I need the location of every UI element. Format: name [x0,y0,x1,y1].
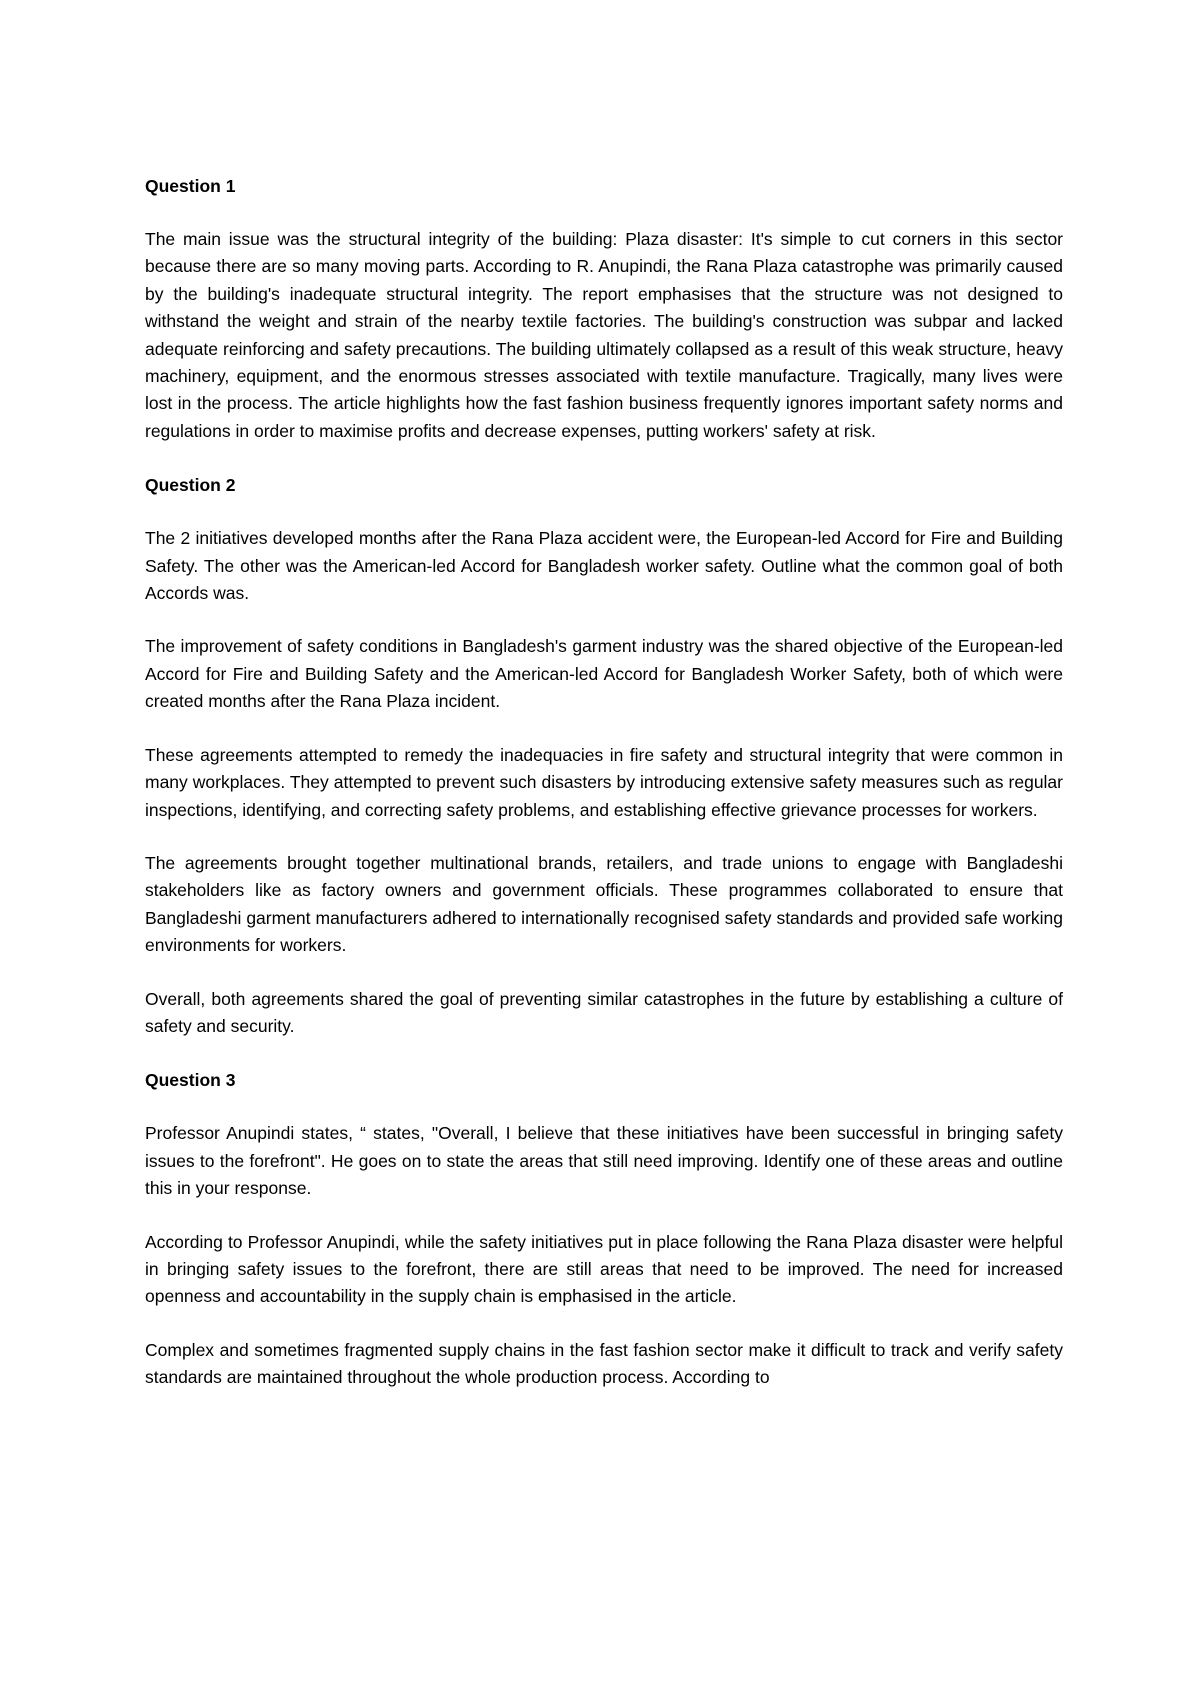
question-3-heading: Question 3 [145,1070,236,1091]
question-3-prompt: Professor Anupindi states, “ states, "Overall, I believe that these initiatives have been successful in bringing safety issues to the forefront". He goes on to state the areas that still need improving. Identify one of these areas and outline this in your response. [145,1123,1063,1199]
question-3-paragraph-2: Complex and sometimes fragmented supply chains in the fast fashion sector make it difficult to track and verify safety standards are maintained throughout the whole production process. According to [145,1339,1063,1388]
question-1-heading: Question 1 [145,176,236,196]
question-2-paragraph-3: The agreements brought together multinational brands, retailers, and trade unions to engage with Bangladeshi stakeholders like as factory owners and government officials. These programmes collaborated to ensure that Bangladeshi garment manufacturers adhered to internationally recognised safety standards and provided safe working environments for workers. [145,852,1063,956]
question-2-paragraph-4: Overall, both agreements shared the goal of preventing similar catastrophes in the future by establishing a culture of safety and security. [145,988,1063,1036]
document-page [145,172,1063,1392]
question-2-paragraph-2: These agreements attempted to remedy the inadequacies in fire safety and structural integrity that were common in many workplaces. They attempted to prevent such disasters by introducing extensive safety measures such as regular inspections, identifying, and correcting safety problems, and establishing effective grievance processes for workers. [145,744,1063,820]
question-3-section [145,1066,1063,1391]
question-1-section [145,172,1063,445]
question-2-heading: Question 2 [145,475,236,496]
question-1-paragraph-1: The main issue was the structural integrity of the building: Plaza disaster: It's simple to cut corners in this sector because there are so many moving parts. According to R. Anupindi, the Rana Plaza catastrophe was primarily caused by the building's inadequate structural integrity. The report emphasises that the structure was not designed to withstand the weight and strain of the nearby textile factories. The building's construction was subpar and lacked adequate reinforcing and safety precautions. The building ultimately collapsed as a result of this weak structure, heavy machinery, equipment, and the enormous stresses associated with textile manufacture. Tragically, many lives were lost in the process. The article highlights how the fast fashion business frequently ignores important safety norms and regulations in order to maximise profits and decrease expenses, putting workers' safety at risk. [145,229,1063,441]
question-2-prompt: The 2 initiatives developed months after the Rana Plaza accident were, the European-led Accord for Fire and Building Safety. The other was the American-led Accord for Bangladesh worker safety. Outline what the common goal of both Accords was. [145,528,1063,604]
question-2-section [145,471,1063,1040]
question-2-paragraph-1: The improvement of safety conditions in Bangladesh's garment industry was the shared objective of the European-led Accord for Fire and Building Safety and the American-led Accord for Bangladesh Worker Safety, both of which were created months after the Rana Plaza incident. [145,636,1063,712]
question-3-paragraph-1: According to Professor Anupindi, while the safety initiatives put in place following the Rana Plaza disaster were helpful in bringing safety issues to the forefront, there are still areas that need to be improved. The need for increased openness and accountability in the supply chain is emphasised in the article. [145,1231,1063,1307]
